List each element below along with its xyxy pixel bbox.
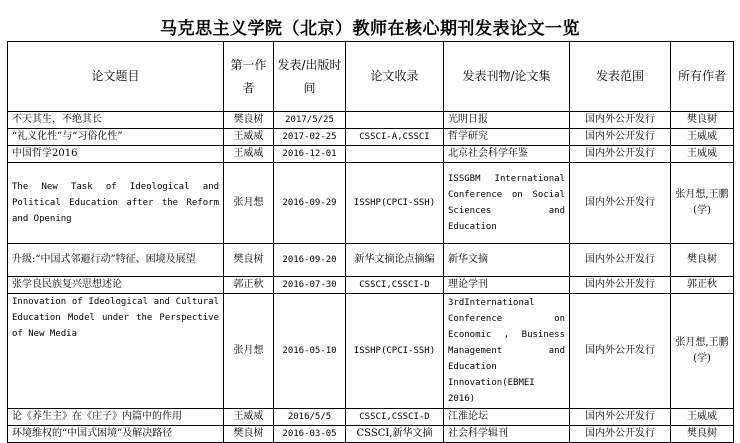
cell-title: 张学良民族复兴思想述论	[8, 277, 224, 294]
page-title: 马克思主义学院（北京）教师在核心期刊发表论文一览	[160, 19, 580, 39]
cell-first-author: 王威威	[224, 146, 274, 163]
cell-title: “礼义化性”与“习俗化性”	[8, 129, 224, 146]
cell-authors: 樊良树	[671, 112, 734, 129]
cell-journal: 理论学刊	[444, 277, 570, 294]
cell-scope: 国内外公开发行	[570, 244, 671, 277]
cell-journal: 哲学研究	[444, 129, 570, 146]
cell-date: 2016-03-05	[274, 426, 346, 443]
cell-index: ISSHP(CPCI-SSH)	[346, 294, 444, 409]
header-scope: 发表范围	[570, 42, 671, 112]
cell-date: 2016-09-29	[274, 163, 346, 244]
cell-title: 环境维权的“中国式困境”及解决路径	[8, 426, 224, 443]
table-row	[8, 146, 734, 163]
table-row	[8, 244, 734, 277]
cell-index: CSSCI,CSSCI-D	[346, 409, 444, 426]
cell-scope: 国内外公开发行	[570, 294, 671, 409]
cell-first-author: 张月想	[224, 294, 274, 409]
cell-journal: ISSGBM International Conference on Social Sciences and Education	[444, 163, 570, 244]
cell-title: 升级:“中国式邻避行动”特征、困境及展望	[8, 244, 224, 277]
cell-title: 论《养生主》在《庄子》内篇中的作用	[8, 409, 224, 426]
cell-index: CSSCI,CSSCI-D	[346, 277, 444, 294]
table-row	[8, 426, 734, 443]
cell-journal: 社会科学辑刊	[444, 426, 570, 443]
cell-index: ISSHP(CPCI-SSH)	[346, 163, 444, 244]
cell-scope: 国内外公开发行	[570, 277, 671, 294]
cell-date: 2017-02-25	[274, 129, 346, 146]
cell-scope: 国内外公开发行	[570, 129, 671, 146]
cell-journal: 新华文摘	[444, 244, 570, 277]
cell-journal: 江淮论坛	[444, 409, 570, 426]
cell-authors: 张月想,王鹏(学)	[671, 294, 734, 409]
cell-date: 2016/5/5	[274, 409, 346, 426]
header-date: 发表/出版时间	[274, 42, 346, 112]
cell-authors: 王威威	[671, 409, 734, 426]
cell-date: 2016-12-01	[274, 146, 346, 163]
cell-date: 2016-05-10	[274, 294, 346, 409]
table-row	[8, 277, 734, 294]
cell-title: 不天其生，不绝其长	[8, 112, 224, 129]
header-title: 论文题目	[8, 42, 224, 112]
table-row	[8, 163, 734, 244]
cell-authors: 张月想,王鹏(学)	[671, 163, 734, 244]
cell-date: 2017/5/25	[274, 112, 346, 129]
cell-first-author: 樊良树	[224, 244, 274, 277]
table-header-row	[8, 42, 734, 112]
cell-index: CSSCI,新华文摘	[346, 426, 444, 443]
cell-date: 2016-09-20	[274, 244, 346, 277]
cell-index: CSSCI-A,CSSCI	[346, 129, 444, 146]
cell-scope: 国内外公开发行	[570, 112, 671, 129]
cell-index	[346, 146, 444, 163]
cell-authors: 郭正秋	[671, 277, 734, 294]
table-row	[8, 112, 734, 129]
cell-index	[346, 112, 444, 129]
cell-authors: 樊良树	[671, 244, 734, 277]
cell-authors: 王威威	[671, 129, 734, 146]
cell-scope: 国内外公开发行	[570, 409, 671, 426]
table-row	[8, 409, 734, 426]
cell-title: 中国哲学2016	[8, 146, 224, 163]
cell-index: 新华文摘论点摘编	[346, 244, 444, 277]
cell-first-author: 樊良树	[224, 426, 274, 443]
cell-title: Innovation of Ideological and Cultural Education Model under the Perspective of New Media	[8, 294, 224, 409]
cell-scope: 国内外公开发行	[570, 426, 671, 443]
header-journal: 发表刊物/论文集	[444, 42, 570, 112]
cell-authors: 樊良树	[671, 426, 734, 443]
table-row	[8, 294, 734, 409]
cell-scope: 国内外公开发行	[570, 163, 671, 244]
cell-journal: 3rdInternational Conference on Economic , Business Management and Education Innovation(EBMEI 2016)	[444, 294, 570, 409]
header-first-author: 第一作者	[224, 42, 274, 112]
cell-first-author: 樊良树	[224, 112, 274, 129]
header-authors: 所有作者	[671, 42, 734, 112]
cell-first-author: 王威威	[224, 409, 274, 426]
cell-first-author: 郭正秋	[224, 277, 274, 294]
cell-first-author: 张月想	[224, 163, 274, 244]
cell-authors: 王威威	[671, 146, 734, 163]
header-index: 论文收录	[346, 42, 444, 112]
cell-journal: 北京社会科学年鉴	[444, 146, 570, 163]
cell-title: The New Task of Ideological and Political Education after the Reform and Opening	[8, 163, 224, 244]
table-row	[8, 129, 734, 146]
cell-journal: 光明日报	[444, 112, 570, 129]
papers-table	[7, 41, 734, 443]
cell-first-author: 王威威	[224, 129, 274, 146]
cell-scope: 国内外公开发行	[570, 146, 671, 163]
cell-date: 2016-07-30	[274, 277, 346, 294]
